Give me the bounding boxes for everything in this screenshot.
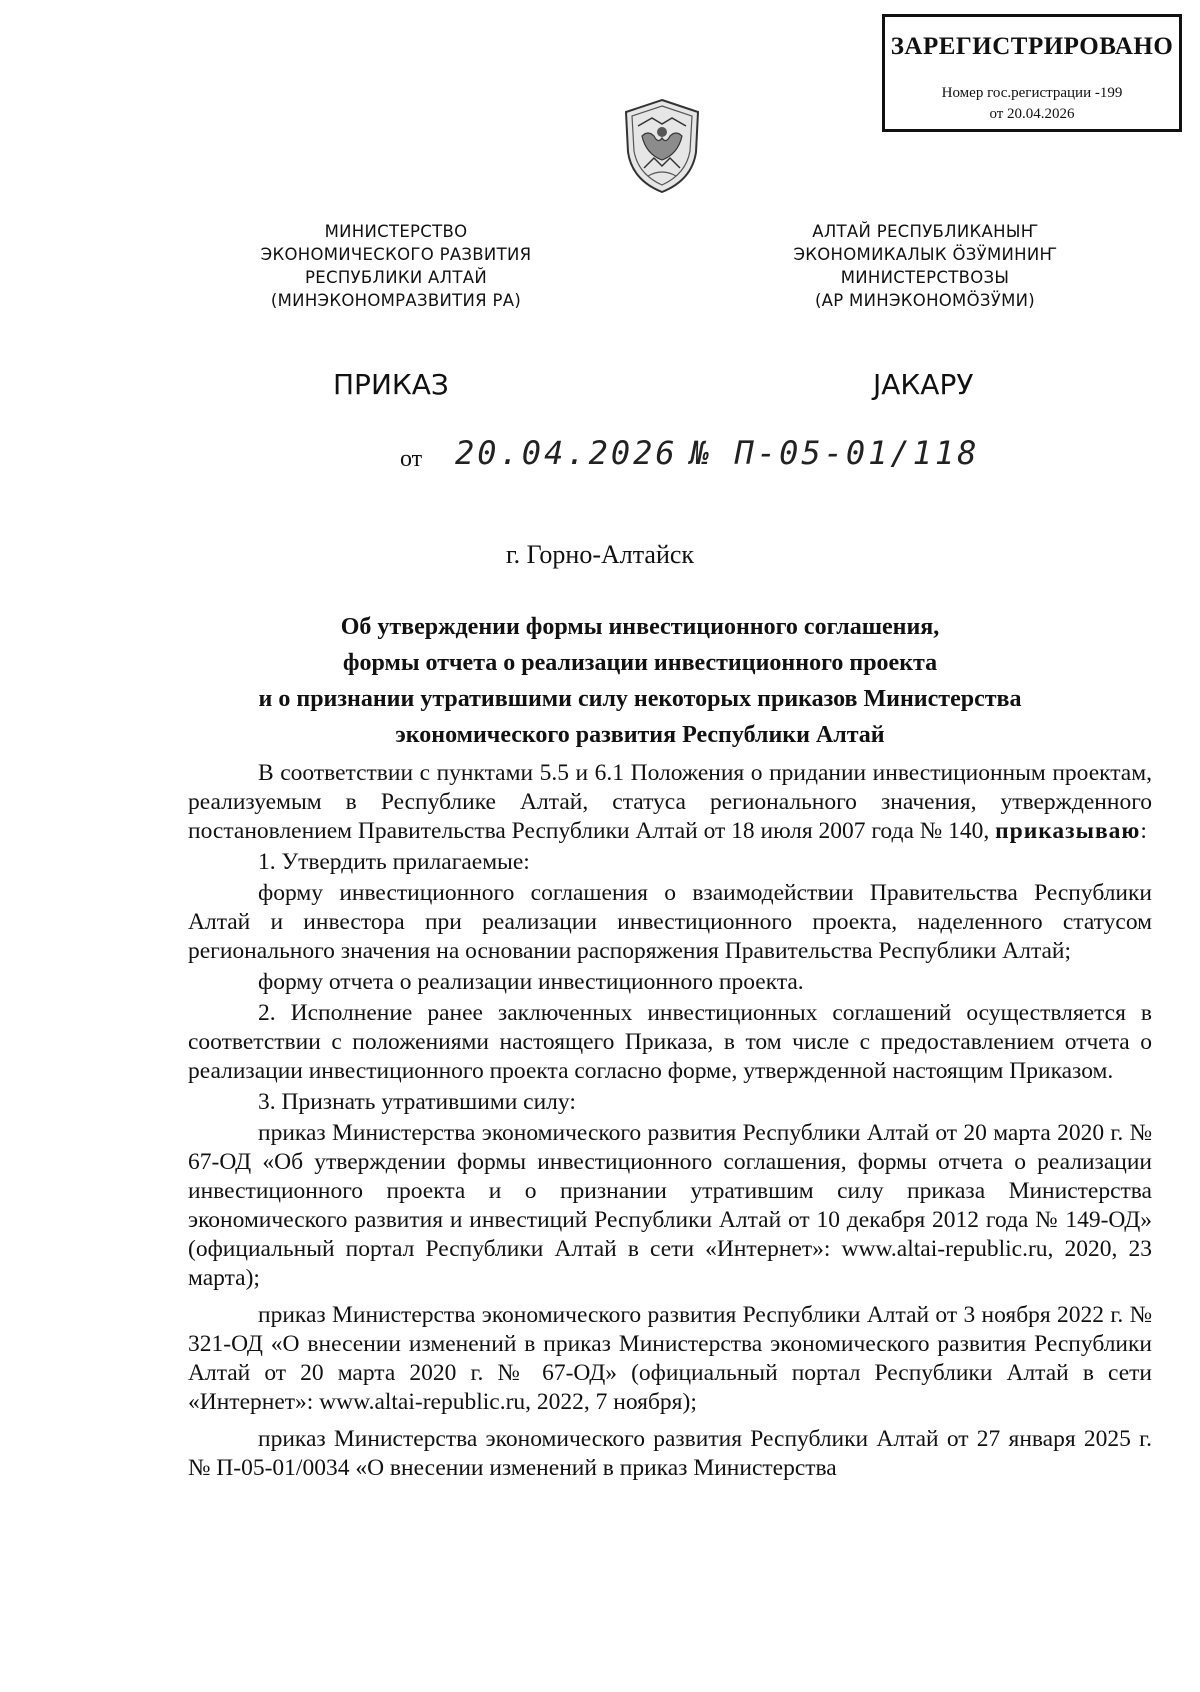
ministry-name-line: АЛТАЙ РЕСПУБЛИКАНЫҤ [812, 222, 1038, 241]
ministry-name-line: РЕСПУБЛИКИ АЛТАЙ [305, 268, 487, 287]
ministry-name-line: (АР МИНЭКОНОМÖЗӰМИ) [814, 291, 1036, 310]
order-from-label: от [400, 446, 423, 472]
title-line: Об утверждении формы инвестиционного соглашения, [340, 614, 940, 640]
city-line: г. Горно-Алтайск [505, 540, 695, 569]
item-3: 3. Признать утратившими силу: [258, 1089, 576, 1115]
ministry-name-altai [745, 220, 1105, 312]
stamp-reg-date: от 20.04.2026 [989, 106, 1075, 122]
ministry-name-line: ЭКОНОМИЧЕСКОГО РАЗВИТИЯ [260, 245, 532, 264]
title-line: экономического развития Республики Алтай [395, 722, 885, 748]
order-date-handwritten: 20.04.2026 [455, 434, 678, 472]
item-2: 2. Исполнение ранее заключенных инвестиционных соглашений осуществляется в соответствии с положениями настоящего Приказа, в том числе с предоставлением отчета о реализации инвестиционного проекта согласно форме, утвержденной настоящим Приказом. [188, 1000, 1152, 1084]
doc-type-altai: JАКАРУ [873, 368, 974, 401]
order-verb: приказываю [995, 818, 1141, 844]
coat-of-arms-emblem [618, 96, 706, 196]
ministry-name-russian [216, 220, 576, 312]
stamp-title: ЗАРЕГИСТРИРОВАНО [890, 33, 1174, 60]
item-1b: форму отчета о реализации инвестиционного проекта. [258, 969, 804, 995]
intro-paragraph [188, 759, 1152, 846]
title-line: формы отчета о реализации инвестиционного проекта [342, 650, 938, 676]
intro-text: В соответствии с пунктами 5.5 и 6.1 Положения о придании инвестиционным проектам, реализуемым в Республике Алтай, статуса регионального значения, утвержденного постановлением Правительства Республики Алтай от 18 июля 2007 года № 140, [188, 760, 1152, 844]
intro-end: : [1140, 818, 1147, 844]
item-3b: приказ Министерства экономического развития Республики Алтай от 3 ноября 2022 г. № 321-ОД «О внесении изменений в приказ Министерства экономического развития Республики Алтай от 20 марта 2020 г. № 67-ОД» (официальный портал Республики Алтай в сети «Интернет»: www.altai-republic.ru, 2022, 7 ноября); [188, 1302, 1152, 1415]
stamp-reg-number: Номер гос.регистрации -199 [941, 85, 1123, 101]
item-1: 1. Утвердить прилагаемые: [258, 849, 530, 875]
item-3a: приказ Министерства экономического развития Республики Алтай от 20 марта 2020 г. № 67-ОД «Об утверждении формы инвестиционного соглашения, формы отчета о реализации инвестиционного проекта и о признании утратившим силу приказа Министерства экономического развития и инвестиций Республики Алтай от 10 декабря 2012 года № 149-ОД» (официальный портал Республики Алтай в сети «Интернет»: www.altai-republic.ru, 2020, 23 марта); [188, 1120, 1152, 1291]
item-3c: приказ Министерства экономического развития Республики Алтай от 27 января 2025 г. № П-05-01/0034 «О внесении изменений в приказ Министерства [188, 1426, 1152, 1481]
order-number-handwritten: № П-05-01/118 [690, 434, 980, 472]
ministry-name-line: ЭКОНОМИКАЛЫК ÖЗӰМИНИҤ [793, 245, 1057, 264]
title-line: и о признании утратившими силу некоторых приказов Министерства [258, 686, 1022, 712]
item-1a: форму инвестиционного соглашения о взаимодействии Правительства Республики Алтай и инвестора при реализации инвестиционного проекта, наделенного статусом регионального значения на основании распоряжения Правительства Республики Алтай; [188, 880, 1152, 964]
registration-stamp [882, 14, 1182, 132]
document-title [200, 609, 1080, 753]
ministry-name-line: МИНИСТЕРСТВОЗЫ [840, 268, 1010, 287]
document-body [188, 759, 1152, 1485]
ministry-name-line: МИНИСТЕРСТВО [324, 222, 468, 241]
ministry-name-line: (МИНЭКОНОМРАЗВИТИЯ РА) [270, 291, 522, 310]
doc-type-russian: ПРИКАЗ [333, 368, 449, 401]
